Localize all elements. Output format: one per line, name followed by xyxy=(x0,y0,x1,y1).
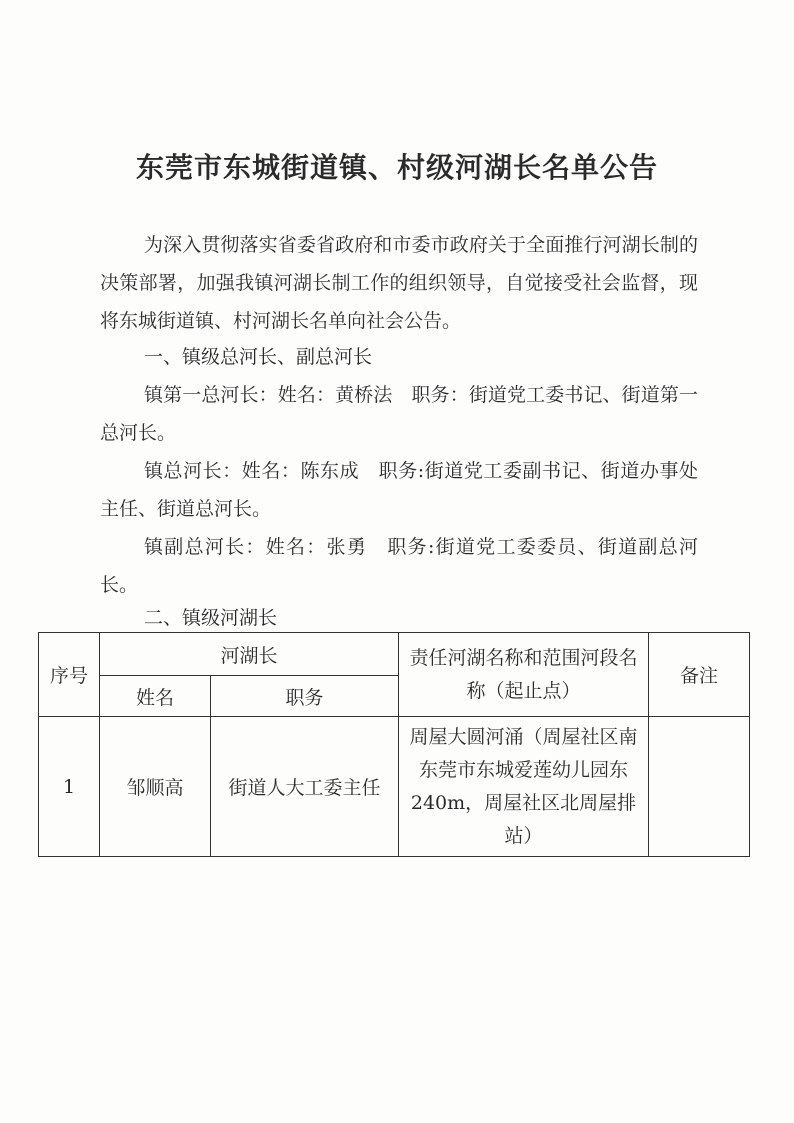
row-name: 邹顺高 xyxy=(100,717,211,857)
row-responsibility: 周屋大圆河涌（周屋社区南东莞市东城爱莲幼儿园东240m，周屋社区北周屋排站） xyxy=(399,717,649,857)
header-name: 姓名 xyxy=(100,676,211,717)
leader-first-chief: 镇第一总河长：姓名：黄桥法 职务：街道党工委书记、街道第一总河长。 xyxy=(100,384,698,444)
section-heading-town-river-chiefs: 二、镇级河湖长 xyxy=(144,607,278,629)
header-position: 职务 xyxy=(211,676,399,717)
row-position: 街道人大工委主任 xyxy=(211,717,399,857)
header-river-chief: 河湖长 xyxy=(100,633,399,676)
page-title: 东莞市东城街道镇、村级河湖长名单公告 xyxy=(135,151,658,184)
header-responsibility: 责任河湖名称和范围河段名称（起止点） xyxy=(399,633,649,717)
table-header-row xyxy=(39,633,750,676)
header-remarks: 备注 xyxy=(649,633,750,717)
leader-chief: 镇总河长：姓名：陈东成 职务:街道党工委副书记、街道办事处主任、街道总河长。 xyxy=(100,460,698,520)
header-index: 序号 xyxy=(39,633,100,717)
row-index: 1 xyxy=(39,717,100,857)
intro-paragraph: 为深入贯彻落实省委省政府和市委市政府关于全面推行河湖长制的决策部署，加强我镇河湖长制工作的组织领导，自觉接受社会监督，现将东城街道镇、村河湖长名单向社会公告。 xyxy=(100,234,698,332)
river-chief-table xyxy=(38,632,750,857)
row-remarks xyxy=(649,717,750,857)
leader-deputy-chief: 镇副总河长：姓名：张勇 职务:街道党工委委员、街道副总河长。 xyxy=(100,536,698,596)
section-heading-town-chiefs: 一、镇级总河长、副总河长 xyxy=(144,346,373,368)
table-row xyxy=(39,717,750,857)
